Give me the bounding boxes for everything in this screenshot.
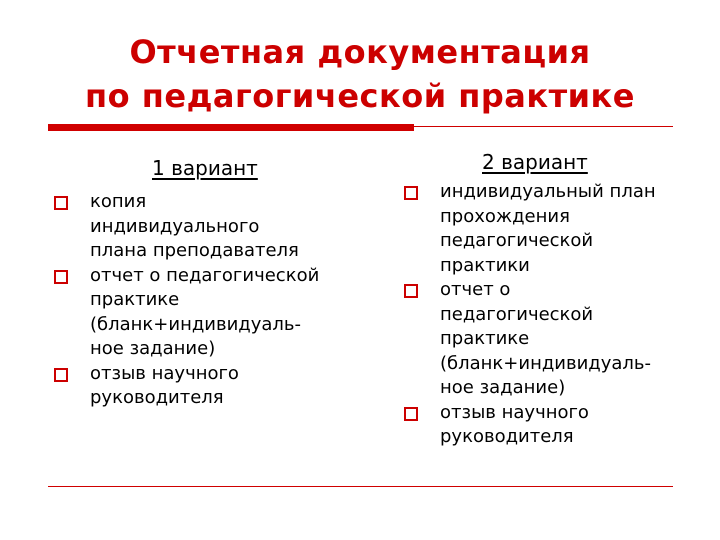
variant-1-heading: 1 вариант xyxy=(152,156,258,180)
title-divider-thick xyxy=(48,124,414,131)
list-item-line: прохождения xyxy=(440,205,570,227)
list-item xyxy=(404,180,704,278)
list-item-line: практике xyxy=(90,289,180,310)
list-item xyxy=(404,401,704,450)
list-item xyxy=(54,264,364,362)
list-item-line: отзыв научного xyxy=(440,401,589,423)
slide-title-line-2: по педагогической практике xyxy=(85,77,635,115)
variant-2-heading: 2 вариант xyxy=(482,150,588,174)
variant-2-list xyxy=(404,180,704,450)
list-item-line: педагогической xyxy=(440,230,594,251)
list-item-line: (бланк+индивидуаль- xyxy=(90,313,302,335)
slide-title xyxy=(30,30,690,118)
list-item-line: отчет о xyxy=(440,279,511,300)
bottom-divider xyxy=(48,486,673,487)
hollow-square-bullet-icon xyxy=(404,284,418,298)
list-item-line: индивидуальный план xyxy=(440,181,656,202)
list-item xyxy=(54,190,364,264)
list-item-line: ное задание) xyxy=(440,377,566,398)
variant-1-list xyxy=(54,190,364,411)
hollow-square-bullet-icon xyxy=(54,196,68,210)
list-item-line: индивидуального xyxy=(90,215,260,237)
list-item xyxy=(404,278,704,401)
list-item-line: (бланк+индивидуаль- xyxy=(440,352,652,374)
list-item-line: педагогической xyxy=(440,303,594,325)
list-item-line: отчет о педагогической xyxy=(90,264,320,286)
list-item-line: ное задание) xyxy=(90,338,216,359)
hollow-square-bullet-icon xyxy=(404,186,418,200)
hollow-square-bullet-icon xyxy=(54,270,68,284)
list-item-line: отзыв научного xyxy=(90,362,239,384)
list-item-line: практики xyxy=(440,254,530,276)
list-item-line: руководителя xyxy=(440,426,574,447)
hollow-square-bullet-icon xyxy=(54,368,68,382)
slide-title-line-1: Отчетная документация xyxy=(129,33,591,71)
list-item-line: практике xyxy=(440,328,530,349)
list-item-line: руководителя xyxy=(90,387,224,408)
list-item-line: копия xyxy=(90,191,147,212)
list-item xyxy=(54,362,364,411)
hollow-square-bullet-icon xyxy=(404,407,418,421)
list-item-line: плана преподавателя xyxy=(90,240,299,261)
